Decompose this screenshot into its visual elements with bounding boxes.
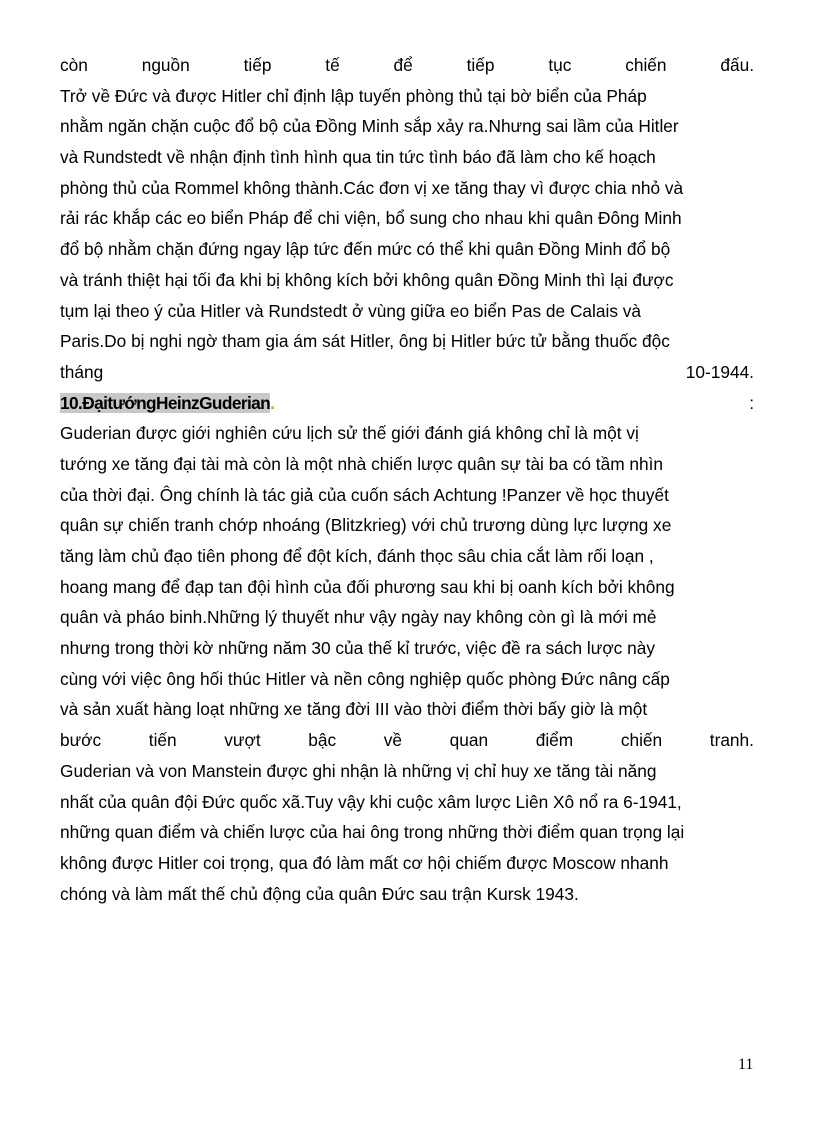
page-number: 11 [738, 1056, 754, 1073]
word: tế [325, 55, 340, 75]
text-line: nhất của quân đội Đức quốc xã.Tuy vậy khi cuộc xâm lược Liên Xô nổ ra 6-1941, [60, 791, 682, 812]
text-line: nhưng trong thời kờ những năm 30 của thế kỉ trước, việc đề ra sách lược này [60, 638, 655, 659]
word: vượt [224, 730, 261, 751]
word: về [383, 730, 403, 751]
text-line: hoang mang để đạp tan đội hình của đối phương sau khi bị oanh kích bởi không [60, 576, 675, 597]
text-line: của thời đại. Ông chính là tác giả của cuốn sách Achtung !Panzer về học thuyết [60, 484, 669, 505]
text-line: chóng và làm mất thế chủ động của quân Đức sau trận Kursk 1943. [60, 883, 579, 904]
text-line: không được Hitler coi trọng, qua đó làm mất cơ hội chiếm được Moscow nhanh [60, 852, 669, 873]
word: chiến [620, 730, 663, 751]
heading-dot: . [270, 392, 275, 413]
text-line: tụm lại theo ý của Hitler và Rundstedt ở vùng giữa eo biển Pas de Calais và [60, 300, 642, 321]
word: bậc [308, 730, 337, 751]
text-line: những quan điểm và chiến lược của hai ông trong những thời điểm quan trọng lại [60, 822, 685, 843]
word: bước [60, 730, 102, 751]
text-line: phòng thủ của Rommel không thành.Các đơn vị xe tăng thay vì được chia nhỏ và [60, 177, 684, 198]
word: quan [449, 730, 489, 751]
text-line: và tránh thiệt hại tối đa khi bị không kích bởi không quân Đồng Minh thì lại được [60, 269, 674, 290]
word: còn [60, 55, 88, 75]
text-line: đổ bộ nhằm chặn đứng ngay lập tức đến mức có thể khi quân Đồng Minh đổ bộ [60, 239, 671, 260]
section-title: 10.ĐạitướngHeinzGuderian [60, 392, 271, 413]
text-line: Trở về Đức và được Hitler chỉ định lập tuyến phòng thủ tại bờ biển của Pháp [60, 85, 647, 106]
word: tiến [148, 730, 177, 751]
text-line [60, 725, 754, 756]
text-line: quân sự chiến tranh chớp nhoáng (Blitzkrieg) với chủ trương dùng lực lượng xe [60, 515, 672, 536]
text-line: tướng xe tăng đại tài mà còn là một nhà chiến lược quân sự tài ba có tầm nhìn [60, 453, 664, 474]
text-line: và sản xuất hàng loạt những xe tăng đời III vào thời điểm thời bấy giờ là một [60, 699, 648, 720]
word: điểm [535, 730, 574, 751]
word: tranh. [709, 730, 754, 751]
word: tục [548, 55, 572, 75]
word: đấu. [720, 55, 754, 75]
section-heading [60, 388, 754, 419]
word: nguồn [141, 55, 190, 75]
word: để [393, 55, 413, 75]
text-line: cùng với việc ông hối thúc Hitler và nền công nghiệp quốc phòng Đức nâng cấp [60, 668, 670, 689]
text-line [60, 50, 754, 81]
document-body [60, 50, 754, 909]
text-line: Paris.Do bị nghi ngờ tham gia ám sát Hitler, ông bị Hitler bức tử bằng thuốc độc [60, 331, 670, 352]
text-line: quân và pháo binh.Những lý thuyết như vậy ngày nay không còn gì là mới mẻ [60, 607, 657, 628]
word: chiến [625, 55, 667, 75]
text-line: Guderian được giới nghiên cứu lịch sử thế giới đánh giá không chỉ là một vị [60, 423, 639, 444]
text-line: và Rundstedt về nhận định tình hình qua tin tức tình báo đã làm cho kế hoạch [60, 147, 656, 168]
text-line [60, 357, 754, 388]
text-line: rải rác khắp các eo biển Pháp để chi viện, bổ sung cho nhau khi quân Đông Minh [60, 208, 682, 229]
heading-colon: : [749, 392, 754, 413]
word: 10-1944. [685, 361, 754, 382]
text-line: nhằm ngăn chặn cuộc đổ bộ của Đồng Minh sắp xảy ra.Nhưng sai lầm của Hitler [60, 116, 679, 137]
word: tiếp [466, 55, 495, 75]
word: tiếp [243, 55, 272, 75]
text-line: tăng làm chủ đạo tiên phong để đột kích, đánh thọc sâu chia cắt làm rối loạn , [60, 546, 654, 566]
word: tháng [60, 361, 104, 382]
text-line: Guderian và von Manstein được ghi nhận là những vị chỉ huy xe tăng tài năng [60, 760, 657, 781]
